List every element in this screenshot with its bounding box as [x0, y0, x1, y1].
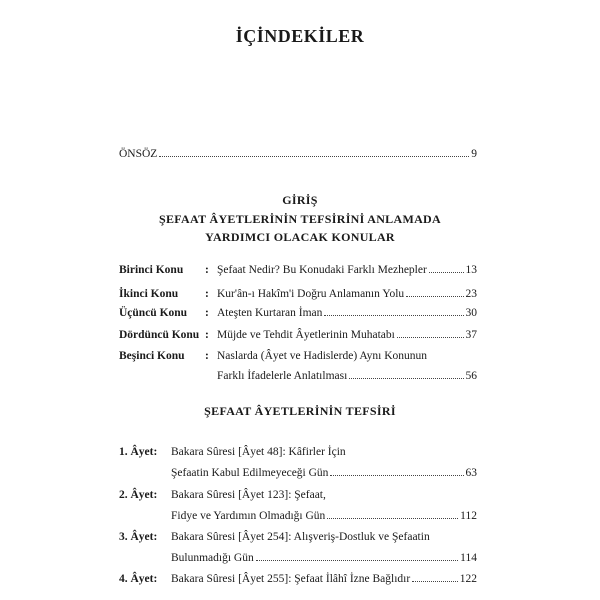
toc-entry-onsoz — [119, 148, 477, 160]
entry-page: 23 — [465, 288, 477, 300]
entry-label: Üçüncü Konu — [119, 307, 188, 319]
leader-dots — [397, 337, 464, 338]
leader-dots — [349, 378, 463, 379]
entry-text: Bulunmadığı Gün — [171, 552, 254, 564]
leader-dots — [330, 475, 463, 476]
section-subtitle-2: YARDIMCI OLACAK KONULAR — [205, 230, 395, 244]
leader-dots — [412, 581, 458, 582]
toc-entry-ayet — [119, 531, 477, 543]
entry-page: 122 — [459, 573, 477, 585]
entry-text: Müjde ve Tehdit Âyetlerinin Muhatabı — [217, 329, 395, 341]
entry-label: 4. Âyet: — [119, 573, 158, 585]
toc-entry-konu: Üçüncü Konu : Ateşten Kurtaran İman 30 — [119, 307, 477, 319]
entry-page: 63 — [465, 467, 477, 479]
entry-page: 112 — [460, 510, 477, 522]
section-heading-tefsir: ŞEFAAT ÂYETLERİNİN TEFSİRİ — [204, 404, 396, 418]
toc-entry-ayet — [119, 489, 477, 501]
entry-label: 3. Âyet: — [119, 531, 158, 543]
toc-entry-konu-continued — [217, 370, 477, 382]
toc-entry-ayet-continued — [171, 552, 477, 564]
leader-dots — [159, 156, 469, 157]
leader-dots — [406, 296, 463, 297]
toc-entry-konu: Birinci Konu : Şefaat Nedir? Bu Konudaki Farklı Mezhepler 13 — [119, 264, 477, 276]
entry-page: 37 — [465, 329, 477, 341]
entry-text: Naslarda (Âyet ve Hadislerde) Aynı Konunun — [217, 350, 428, 362]
page-title: İÇİNDEKİLER — [235, 26, 365, 46]
toc-entry-konu: Beşinci Konu : Naslarda (Âyet ve Hadislerde) Aynı Konunun — [119, 350, 428, 362]
entry-label: 2. Âyet: — [119, 489, 158, 501]
entry-label: Beşinci Konu — [119, 350, 185, 362]
toc-entry-ayet-continued — [171, 467, 477, 479]
toc-entry-ayet — [119, 573, 477, 585]
section-heading-giris: GİRİŞ — [282, 193, 318, 207]
entry-text: Bakara Sûresi [Âyet 48]: Kâfirler İçin — [171, 446, 346, 458]
entry-text: Şefaatin Kabul Edilmeyeceği Gün — [171, 467, 329, 479]
entry-text: Farklı İfadelerle Anlatılması — [217, 370, 348, 382]
leader-dots — [327, 518, 458, 519]
entry-label: Dördüncü Konu — [119, 329, 200, 341]
leader-dots — [324, 315, 463, 316]
section-subtitle-1: ŞEFAAT ÂYETLERİNİN TEFSİRİNİ ANLAMADA — [159, 212, 441, 226]
entry-text: Bakara Sûresi [Âyet 123]: Şefaat, — [171, 489, 326, 501]
entry-page: 30 — [465, 307, 477, 319]
entry-page: 114 — [460, 552, 477, 564]
entry-label: Birinci Konu — [119, 264, 184, 276]
leader-dots — [256, 560, 458, 561]
entry-text: Bakara Sûresi [Âyet 254]: Alışveriş-Dostluk ve Şefaatin — [171, 531, 430, 543]
entry-page: 13 — [465, 264, 477, 276]
entry-page: 56 — [465, 370, 477, 382]
toc-entry-ayet — [119, 446, 477, 458]
toc-entry-ayet-continued — [171, 510, 477, 522]
entry-text: Ateşten Kurtaran İman — [217, 307, 323, 319]
entry-label: 1. Âyet: — [119, 446, 158, 458]
entry-text: Şefaat Nedir? Bu Konudaki Farklı Mezhepler — [217, 264, 427, 276]
entry-label: İkinci Konu — [119, 288, 179, 300]
entry-text: Bakara Sûresi [Âyet 255]: Şefaat İlâhî İzne Bağlıdır — [171, 573, 411, 585]
entry-text: ÖNSÖZ — [119, 148, 158, 160]
entry-page: 9 — [471, 148, 477, 160]
entry-text: Kur'ân-ı Hakîm'i Doğru Anlamanın Yolu — [217, 288, 405, 300]
leader-dots — [429, 272, 464, 273]
toc-entry-konu: Dördüncü Konu : Müjde ve Tehdit Âyetlerinin Muhatabı 37 — [119, 329, 477, 341]
toc-entry-konu: İkinci Konu : Kur'ân-ı Hakîm'i Doğru Anlamanın Yolu 23 — [119, 288, 477, 300]
entry-text: Fidye ve Yardımın Olmadığı Gün — [171, 510, 326, 522]
